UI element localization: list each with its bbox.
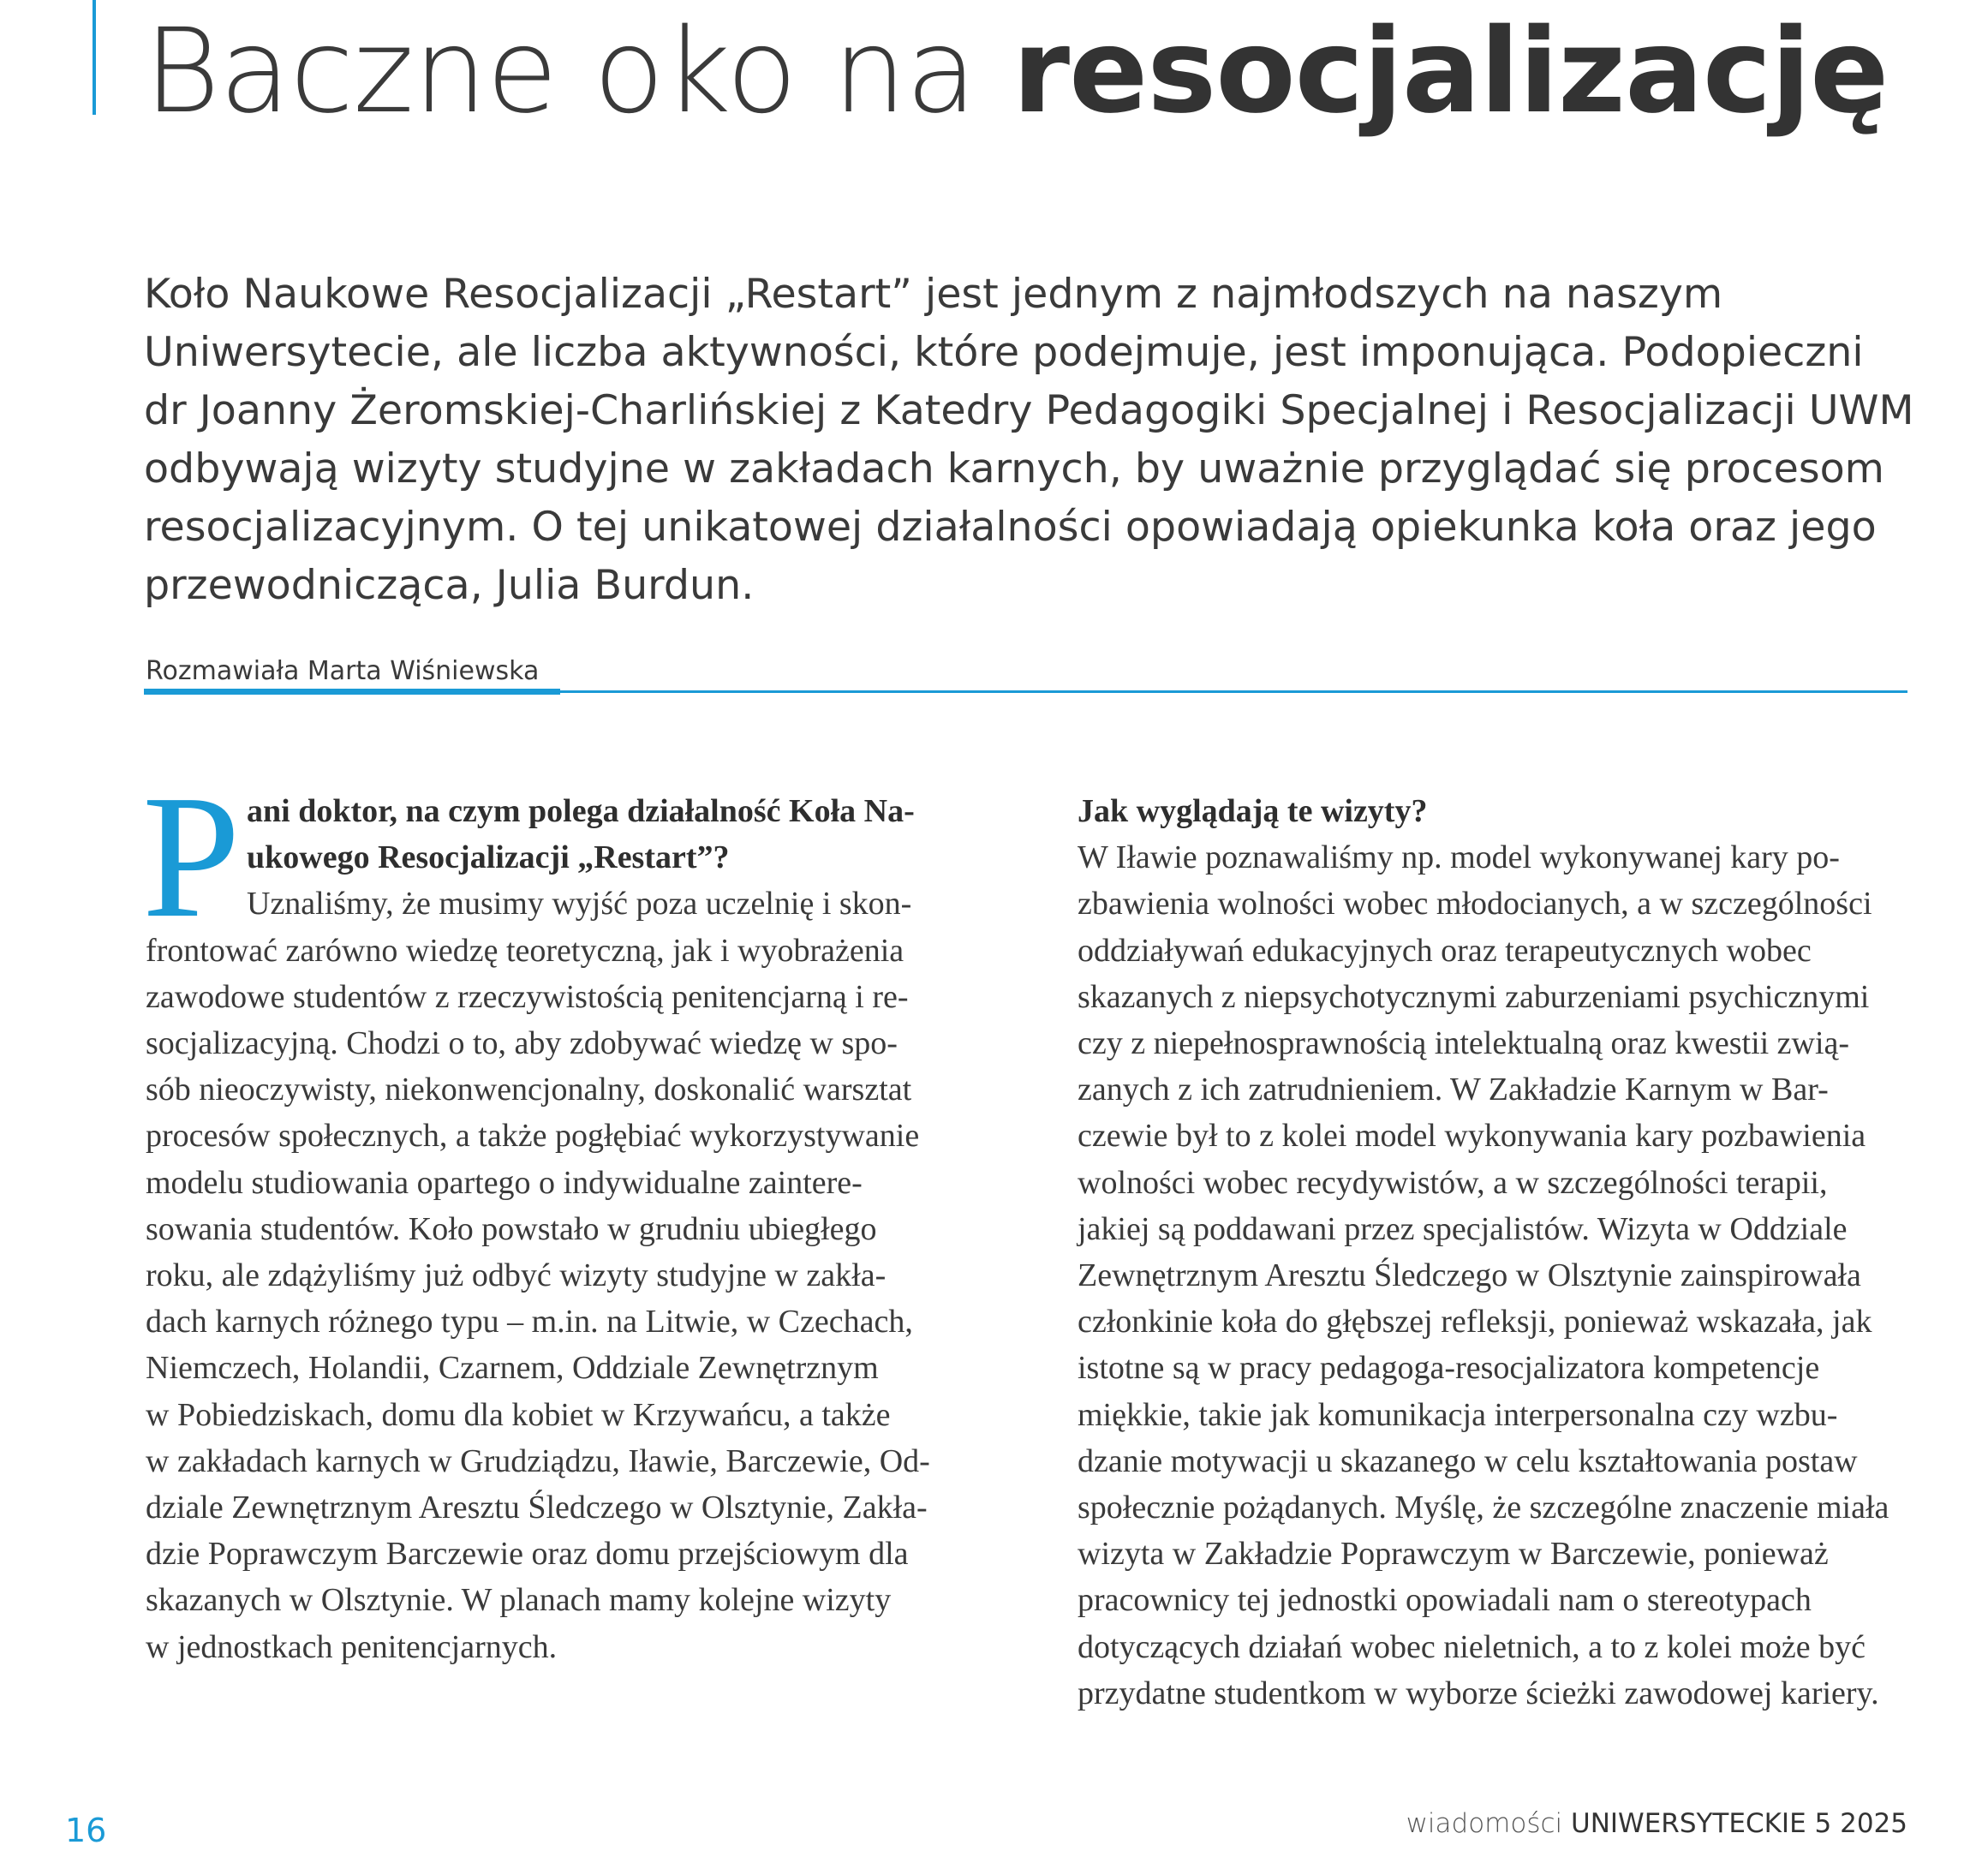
answer-line: jakiej są poddawani przez specjalistów. Wizyta w Oddziale	[1078, 1210, 1848, 1247]
answer-line: dziale Zewnętrznym Aresztu Śledczego w Olsztynie, Zakła-	[146, 1490, 928, 1526]
answer-line: dzanie motywacji u skazanego w celu kształtowania postaw	[1078, 1442, 1858, 1479]
answer-line: socjalizacyjną. Chodzi o to, aby zdobywać wiedzę w spo-	[146, 1025, 898, 1062]
lead-line: dr Joanny Żeromskiej-Charlińskiej z Katedry Pedagogiki Specjalnej i Resocjalizacji UWM	[144, 387, 1914, 434]
byline: Rozmawiała Marta Wiśniewska	[146, 656, 540, 686]
answer-line: frontować zarówno wiedzę teoretyczną, jak i wyobrażenia	[146, 932, 904, 969]
drop-cap: P	[142, 758, 241, 954]
answer-line: skazanych w Olsztynie. W planach mamy kolejne wizyty	[146, 1582, 892, 1619]
answer-line: dzie Poprawczym Barczewie oraz domu przejściowym dla	[146, 1536, 909, 1573]
title-light-part: Baczne oko na	[144, 4, 976, 140]
answer-line: oddziaływań edukacyjnych oraz terapeutycznych wobec	[1078, 932, 1812, 969]
answer-line: zanych z ich zatrudnieniem. W Zakładzie Karnym w Bar-	[1078, 1072, 1829, 1108]
lead-paragraph	[144, 266, 1914, 615]
title-bold-part: resocjalizację	[1012, 4, 1889, 140]
answer-line: przydatne studentkom w wyborze ścieżki zawodowej kariery.	[1078, 1675, 1879, 1711]
answer-line: skazanych z niepsychotycznymi zaburzeniami psychicznymi	[1078, 978, 1870, 1015]
answer-line: Niemczech, Holandii, Czarnem, Oddziale Zewnętrznym	[146, 1350, 879, 1387]
answer-line: w Pobiedziskach, domu dla kobiet w Krzywańcu, a także	[146, 1396, 891, 1433]
answer-line: w zakładach karnych w Grudziądzu, Iławie, Barczewie, Od-	[146, 1442, 930, 1479]
page-title	[144, 0, 1888, 149]
answer-line: istotne są w pracy pedagoga-resocjalizatora kompetencje	[1078, 1350, 1820, 1387]
left-column	[146, 788, 994, 1670]
headline-accent-bar	[93, 0, 96, 115]
answer-line: Zewnętrznym Aresztu Śledczego w Olsztynie zainspirowała	[1078, 1257, 1861, 1294]
issue-number: 5 2025	[1814, 1808, 1907, 1839]
answer-line: roku, ale zdążyliśmy już odbyć wizyty studyjne w zakła-	[146, 1257, 887, 1294]
answer-line: społecznie pożądanych. Myślę, że szczególne znaczenie miała	[1078, 1490, 1889, 1526]
answer-line: procesów społecznych, a także pogłębiać wykorzystywanie	[146, 1118, 920, 1155]
answer-line: członkinie koła do głębszej refleksji, ponieważ wskazała, jak	[1078, 1304, 1872, 1341]
publication-name-caps: UNIWERSYTECKIE	[1571, 1808, 1806, 1839]
byline-underline	[144, 689, 560, 695]
answer-line: wizyta w Zakładzie Poprawczym w Barczewie, ponieważ	[1078, 1536, 1829, 1573]
publication-footer	[1406, 1805, 1907, 1842]
page-number: 16	[65, 1812, 107, 1849]
answer-line: pracownicy tej jednostki opowiadali nam o stereotypach	[1078, 1582, 1812, 1619]
question-line: ukowego Resocjalizacji „Restart”?	[247, 839, 730, 876]
answer-line: W Iławie poznawaliśmy np. model wykonywanej kary po-	[1078, 839, 1840, 876]
answer-line: czy z niepełnosprawnością intelektualną oraz kwestii zwią-	[1078, 1025, 1850, 1062]
lead-line: Uniwersytecie, ale liczba aktywności, które podejmuje, jest imponująca. Podopieczni	[144, 329, 1864, 376]
lead-line: Koło Naukowe Resocjalizacji „Restart” jest jednym z najmłodszych na naszym	[144, 271, 1723, 318]
answer-line: miękkie, takie jak komunikacja interpersonalna czy wzbu-	[1078, 1396, 1838, 1433]
right-column	[1078, 788, 1913, 1717]
question-line: ani doktor, na czym polega działalność Koła Na-	[247, 793, 915, 829]
lead-line: przewodnicząca, Julia Burdun.	[144, 562, 755, 609]
answer-line: czewie był to z kolei model wykonywania kary pozbawienia	[1078, 1118, 1866, 1155]
lead-line: odbywają wizyty studyjne w zakładach karnych, by uważnie przyglądać się procesom	[144, 445, 1884, 493]
lead-line: resocjalizacyjnym. O tej unikatowej działalności opowiadają opiekunka koła oraz jego	[144, 504, 1877, 551]
answer-line: sób nieoczywisty, niekonwencjonalny, doskonalić warsztat	[146, 1072, 912, 1108]
answer-line: wolności wobec recydywistów, a w szczególności terapii,	[1078, 1164, 1828, 1201]
publication-name-light: wiadomości	[1406, 1808, 1563, 1839]
answer-line: sowania studentów. Koło powstało w grudniu ubiegłego	[146, 1210, 877, 1247]
answer-line: w jednostkach penitencjarnych.	[146, 1628, 558, 1665]
question-line: Jak wyglądają te wizyty?	[1078, 793, 1428, 829]
answer-line: Uznaliśmy, że musimy wyjść poza uczelnię i skon-	[247, 886, 912, 923]
answer-line: zawodowe studentów z rzeczywistością penitencjarną i re-	[146, 978, 909, 1015]
answer-line: modelu studiowania opartego o indywidualne zaintere-	[146, 1164, 863, 1201]
answer-line: dotyczących działań wobec nieletnich, a to z kolei może być	[1078, 1628, 1866, 1665]
answer-line: zbawienia wolności wobec młodocianych, a w szczególności	[1078, 886, 1872, 923]
answer-line: dach karnych różnego typu – m.in. na Litwie, w Czechach,	[146, 1304, 913, 1341]
